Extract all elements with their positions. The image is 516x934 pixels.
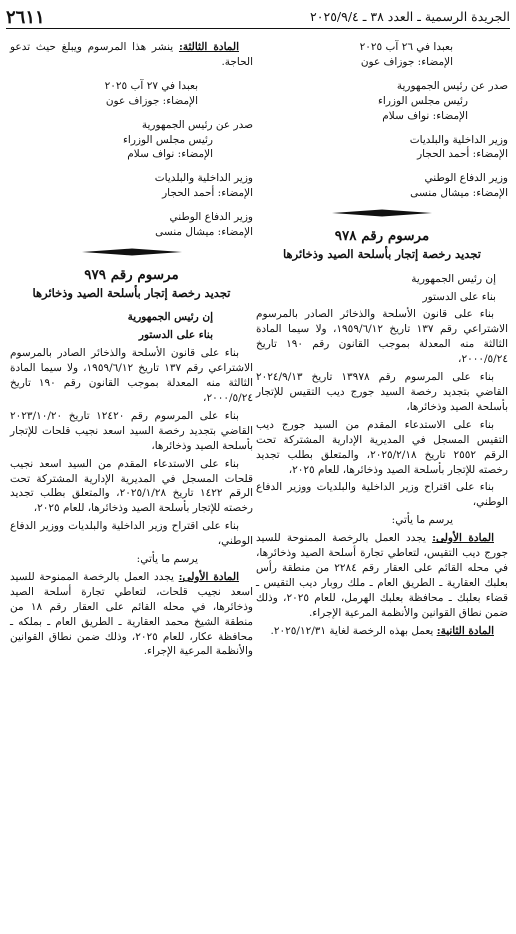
page-number: ٢٦١١ — [6, 7, 45, 28]
decree-enactment: يرسم ما يأتي: — [136, 553, 198, 566]
page-header — [6, 4, 510, 29]
section-divider — [10, 244, 253, 262]
decree-paragraph: بناء على اقتراح وزير الداخلية والبلديات ووزير الدفاع الوطني، — [10, 520, 253, 548]
left-column — [10, 40, 253, 934]
decree-article — [10, 40, 253, 70]
decree-preamble: إن رئيس الجمهورية — [411, 272, 496, 285]
article-label: المادة الأولى: — [432, 532, 494, 545]
signature-role: رئيس مجلس الوزراء — [377, 94, 468, 107]
signature-line: الإمضاء: ميشال منسى — [410, 187, 508, 200]
decree-article — [10, 570, 253, 659]
signature-line: الإمضاء: نواف سلام — [382, 109, 468, 122]
decree-title: مرسوم رقم ٩٧٨ — [334, 228, 430, 245]
decree-article — [256, 624, 508, 639]
article-label: المادة الثانية: — [436, 624, 494, 637]
decree-subtitle: تجديد رخصة إتجار بأسلحة الصيد وذخائرها — [32, 286, 231, 301]
date-line: بعبدا في ٢٦ آب ٢٠٢٥ — [359, 41, 453, 53]
decree-preamble: بناء على الدستور — [422, 290, 496, 303]
signature-role: وزير الداخلية والبلديات — [409, 133, 508, 146]
signature-line: الإمضاء: أحمد الحجار — [162, 187, 253, 200]
decree-paragraph: بناء على الاستدعاء المقدم من السيد اسعد نجيب قلحات المسجل في المديرية الإدارية المشتركة تحت الرقم ١٤٢٢ تاريخ ٢٠٢٥/١/٢٨، والمتعلق بطلب تجديد رخصته للإتجار بأسلحة الصيد وذخائرها، للعام ٢٠٢٥، — [10, 457, 253, 515]
decree-paragraph: بناء على اقتراح وزير الداخلية والبلديات ووزير الدفاع الوطني، — [256, 481, 508, 509]
signature-line: الإمضاء: جوزاف عون — [360, 55, 453, 68]
decree-article — [256, 531, 508, 620]
article-text: يجدد العمل بالرخصة الممنوحة للسيد اسعد نجيب قلحات، لتعاطي تجارة أسلحة الصيد وذخائرها، في محله القائم على العقار رقم ١٨ من منطقة الشيخ محمد العقارية ـ الطريق العام ـ بملكه ـ محافظة عكار، للعام ٢٠٢٥، وذلك ضمن نطاق القوانين والأنظمة المرعية الإجراء. — [10, 570, 253, 658]
decree-subtitle: تجديد رخصة إتجار بأسلحة الصيد وذخائرها — [283, 247, 481, 262]
section-divider — [256, 205, 508, 223]
signature-line: الإمضاء: ميشال منسى — [155, 226, 253, 239]
article-text: ينشر هذا المرسوم ويبلغ حيث تدعو الحاجة. — [10, 41, 253, 68]
signature-role: وزير الدفاع الوطني — [424, 172, 508, 185]
signature-line: الإمضاء: جوزاف عون — [105, 94, 198, 107]
issued-by: صدر عن رئيس الجمهورية — [141, 118, 253, 131]
decree-preamble: إن رئيس الجمهورية — [127, 311, 213, 324]
gazette-title: الجريدة الرسمية ـ العدد ٣٨ ـ ٢٠٢٥/٩/٤ — [310, 9, 510, 24]
decree-paragraph: بناء على الاستدعاء المقدم من السيد جورج ديب التقيس المسجل في المديرية الإدارية المشتركة تحت الرقم ٢٥٥٢ تاريخ ٢٠٢٥/٢/١٨، والمتعلق بطلب تجديد رخصته للإتجار بأسلحة الصيد وذخائرها، للعام ٢٠٢٥، — [256, 418, 508, 476]
date-line: بعبدا في ٢٧ آب ٢٠٢٥ — [104, 79, 198, 92]
signature-line: الإمضاء: أحمد الحجار — [417, 148, 508, 161]
article-label: المادة الثالثة: — [178, 41, 239, 53]
decree-paragraph: بناء على قانون الأسلحة والذخائر الصادر بالمرسوم الاشتراعي رقم ١٣٧ تاريخ ١٩٥٩/٦/١٢، ولا سيما المادة الثالثة منه المعدلة بموجب القانون رقم ١٩٠ تاريخ ٢٠٠٠/٥/٢٤، — [10, 347, 253, 404]
issued-by: صدر عن رئيس الجمهورية — [396, 79, 508, 92]
article-label: المادة الأولى: — [178, 570, 239, 583]
signature-line: الإمضاء: نواف سلام — [127, 148, 213, 161]
decree-paragraph: بناء على المرسوم رقم ١٣٩٧٨ تاريخ ٢٠٢٤/٩/١٣ القاضي بتجديد رخصة السيد جورج ديب التقيس للإتجار بأسلحة الصيد وذخائرها، — [256, 371, 508, 413]
decree-paragraph: بناء على المرسوم رقم ١٢٤٢٠ تاريخ ٢٠٢٣/١٠/٢٠ القاضي بتجديد رخصة السيد اسعد نجيب قلحات للإتجار بأسلحة الصيد وذخائرها، — [10, 409, 253, 452]
decree-preamble: بناء على الدستور — [138, 329, 213, 342]
article-text: يعمل بهذه الرخصة لغاية ٢٠٢٥/١٢/٣١. — [270, 624, 434, 637]
signature-role: وزير الدفاع الوطني — [169, 211, 253, 224]
right-column — [256, 40, 508, 934]
signature-role: رئيس مجلس الوزراء — [122, 133, 213, 146]
decree-paragraph: بناء على قانون الأسلحة والذخائر الصادر بالمرسوم الاشتراعي رقم ١٣٧ تاريخ ١٩٥٩/٦/١٢، ولا سيما المادة الثالثة منه المعدلة بموجب القانون رقم ١٩٠ تاريخ ٢٠٠٠/٥/٢٤، — [256, 308, 509, 366]
decree-title: مرسوم رقم ٩٧٩ — [84, 266, 179, 283]
decree-enactment: يرسم ما يأتي: — [391, 514, 453, 527]
article-text: يجدد العمل بالرخصة الممنوحة للسيد جورج ديب التقيس، لتعاطي تجارة أسلحة الصيد وذخائرها، في محله القائم على العقار رقم ٢٢٨٤ من منطقة رأس بعلبك العقارية ـ الطريق العام ـ ملك روبار ديب التقيس ـ قضاء بعلبك ـ محافظة بعلبك الهرمل، للعام ٢٠٢٥، وذلك ضمن نطاق القوانين والأنظمة المرعية الإجراء. — [256, 532, 508, 619]
signature-role: وزير الداخلية والبلديات — [154, 172, 253, 185]
